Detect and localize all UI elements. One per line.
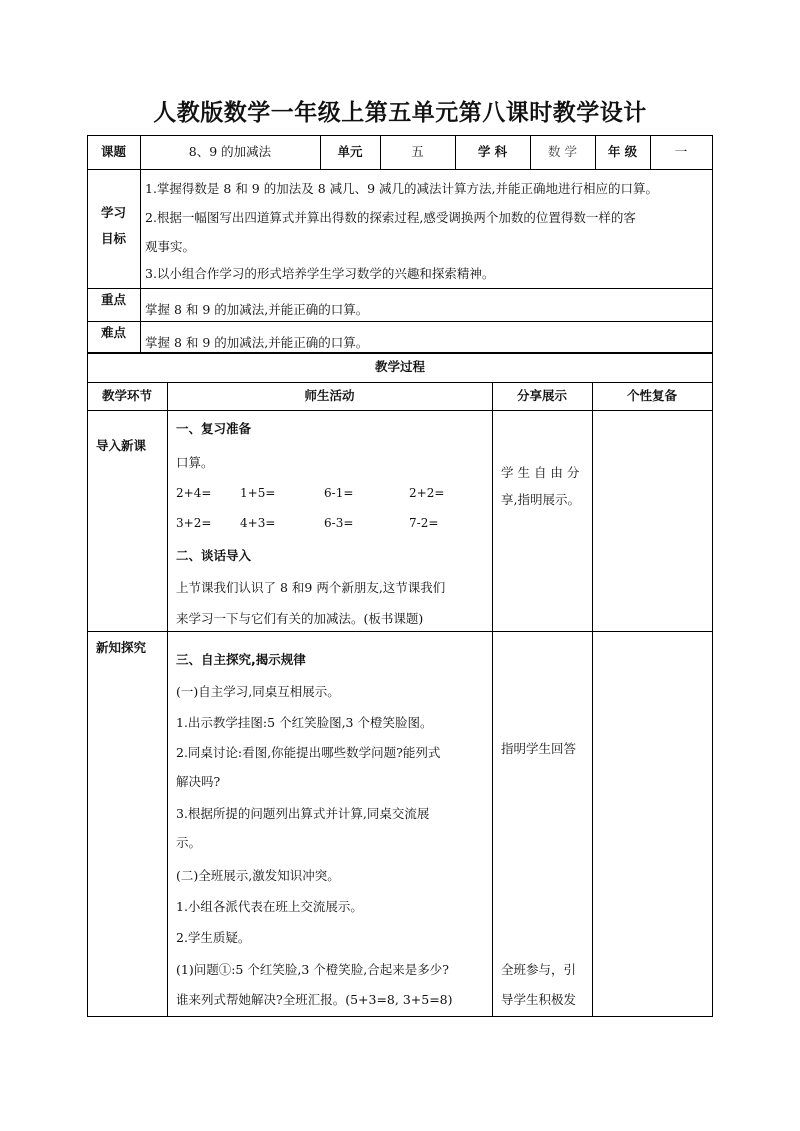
explore-line: 1.小组各派代表在班上交流展示。 <box>176 899 363 914</box>
objectives-label-2: 目标 <box>100 231 126 246</box>
objective-item: 2.根据一幅图写出四道算式并算出得数的探索过程,感受调换两个加数的位置得数一样的客 <box>145 210 636 225</box>
math-item: 1+5= <box>240 486 276 500</box>
math-item: 3+2= <box>176 516 212 530</box>
math-item: 2+4= <box>176 486 212 500</box>
intro-share: 享,指明展示。 <box>501 492 580 507</box>
objective-item: 观事实。 <box>145 239 196 254</box>
unit-value: 五 <box>411 144 424 159</box>
math-item: 2+2= <box>409 486 445 500</box>
rule <box>87 288 713 289</box>
key-point-text: 掌握 8 和 9 的加减法,并能正确的口算。 <box>145 302 369 317</box>
rule <box>140 135 141 353</box>
talk-line: 上节课我们认识了 8 和9 两个新朋友,这节课我们 <box>176 580 446 595</box>
explore-line: (一)自主学习,同桌互相展示。 <box>176 684 340 699</box>
rule <box>87 352 713 354</box>
explore-share: 指明学生回答 <box>501 741 577 756</box>
intro-heading-2: 二、谈话导入 <box>176 548 252 563</box>
explore-line: 2.学生质疑。 <box>176 930 251 945</box>
col-activity: 师生活动 <box>304 388 355 403</box>
grade-label: 年 级 <box>607 144 638 159</box>
explore-line: 谁来列式帮她解决?全班汇报。(5+3=8, 3+5=8) <box>176 992 453 1007</box>
intro-heading-1: 一、复习准备 <box>176 421 252 436</box>
explore-line: 3.根据所提的问题列出算式并计算,同桌交流展 <box>176 806 430 821</box>
subject-value: 数 学 <box>548 144 577 159</box>
rule <box>87 169 713 170</box>
rule <box>87 135 713 136</box>
rule <box>167 382 168 1017</box>
explore-line: 示。 <box>176 835 202 850</box>
rule <box>87 382 713 383</box>
explore-share: 全班参与，引 <box>501 962 577 977</box>
lesson-value: 8、9 的加减法 <box>188 144 272 159</box>
rule <box>712 135 713 1017</box>
rule <box>87 1016 713 1017</box>
objective-item: 3.以小组合作学习的形式培养学生学习数学的兴趣和探索精神。 <box>145 266 495 281</box>
rule <box>87 321 713 322</box>
unit-label: 单元 <box>337 144 363 159</box>
lesson-plan-table <box>87 135 713 1016</box>
explore-line: (二)全班展示,激发知识冲突。 <box>176 868 340 883</box>
col-stage: 教学环节 <box>101 388 152 403</box>
explore-line: (1)问题①:5 个红笑脸,3 个橙笑脸,合起来是多少? <box>176 962 449 977</box>
math-item: 6-1= <box>324 486 354 500</box>
talk-line: 来学习一下与它们有关的加减法。(板书课题) <box>176 611 424 626</box>
col-share: 分享展示 <box>516 388 567 403</box>
rule <box>87 631 713 632</box>
process-title: 教学过程 <box>374 359 425 374</box>
objective-item: 1.掌握得数是 8 和 9 的加法及 8 减几、9 减几的减法计算方法,并能正确地进行相应的口算。 <box>145 181 659 196</box>
math-item: 6-3= <box>324 516 354 530</box>
lesson-label: 课题 <box>100 144 126 159</box>
difficulty-text: 掌握 8 和 9 的加减法,并能正确的口算。 <box>145 335 369 350</box>
rule <box>592 382 593 1017</box>
stage-explore: 新知探究 <box>96 640 147 655</box>
explore-line: 1.出示教学挂图:5 个红笑脸图,3 个橙笑脸图。 <box>176 715 433 730</box>
stage-intro: 导入新课 <box>96 438 147 453</box>
explore-share: 导学生积极发 <box>501 992 577 1007</box>
explore-heading: 三、自主探究,揭示规律 <box>176 652 306 667</box>
rule <box>87 410 713 411</box>
grade-value: 一 <box>674 144 688 159</box>
difficulty-label: 难点 <box>100 325 126 340</box>
explore-line: 2.同桌讨论:看图,你能提出哪些数学问题?能列式 <box>176 745 441 760</box>
explore-line: 解决吗? <box>176 774 221 789</box>
page-title: 人教版数学一年级上第五单元第八课时教学设计 <box>153 100 647 126</box>
math-item: 7-2= <box>409 516 439 530</box>
col-notes: 个性复备 <box>626 388 677 403</box>
key-point-label: 重点 <box>100 292 126 307</box>
oral-calc: 口算。 <box>176 455 214 470</box>
intro-share: 学 生 自 由 分 <box>501 465 580 480</box>
subject-label: 学 科 <box>477 144 508 159</box>
math-item: 4+3= <box>240 516 276 530</box>
rule <box>492 382 493 1017</box>
objectives-label-1: 学习 <box>100 205 126 220</box>
rule <box>87 135 88 1017</box>
